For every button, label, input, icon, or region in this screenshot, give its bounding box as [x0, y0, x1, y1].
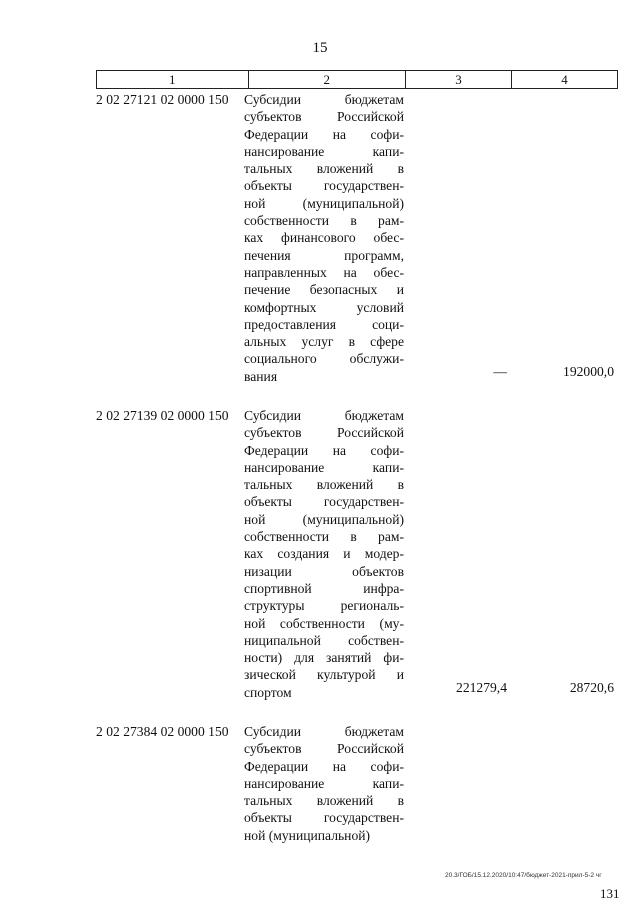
- description-line: Субсидии бюджетам: [244, 408, 404, 423]
- description-line: нансирование капи-: [244, 775, 404, 791]
- row-code: 2 02 27139 02 0000 150: [96, 408, 229, 423]
- description-line: вания: [244, 368, 278, 384]
- description-line: ности) для занятий фи-: [244, 650, 404, 666]
- description-line: тальных вложений в: [244, 161, 404, 177]
- description-line: спортом: [244, 684, 292, 700]
- row-value-col4: 192000,0: [563, 363, 614, 379]
- row-code: 2 02 27384 02 0000 150: [96, 724, 229, 739]
- description-line: ной (муниципальной): [244, 195, 404, 211]
- row-value-col4: 28720,6: [569, 679, 614, 695]
- description-line: зической культурой и: [244, 667, 404, 683]
- description-line: объекты государствен-: [244, 178, 404, 194]
- description-line: объекты государствен-: [244, 810, 404, 826]
- description-line: ной собственности (му-: [244, 615, 404, 631]
- header-col-1: 1: [97, 71, 249, 88]
- description-line: Федерации на софи-: [244, 758, 404, 774]
- row-value-col3: 221279,4: [456, 679, 507, 695]
- description-line: Субсидии бюджетам: [244, 724, 404, 739]
- description-line: низации объектов: [244, 563, 404, 579]
- description-line: собственности в рам-: [244, 213, 404, 229]
- description-line: ках создания и модер-: [244, 546, 404, 562]
- description-line: Федерации на софи-: [244, 126, 404, 142]
- row-value-col3: —: [493, 363, 507, 379]
- description-line: субъектов Российской: [244, 425, 404, 441]
- description-line: ной (муниципальной): [244, 511, 404, 527]
- description-line: ной (муниципальной): [244, 827, 371, 843]
- table-row: [96, 91, 618, 385]
- description-line: Субсидии бюджетам: [244, 92, 404, 107]
- table-row: [96, 407, 618, 701]
- description-line: собственности в рам-: [244, 529, 404, 545]
- budget-table: [96, 70, 618, 843]
- row-description: [244, 407, 404, 701]
- header-col-2: 2: [249, 71, 406, 88]
- description-line: тальных вложений в: [244, 477, 404, 493]
- page-number: 15: [312, 40, 328, 56]
- header-col-4: 4: [561, 71, 568, 87]
- row-description: [244, 91, 404, 385]
- description-line: предоставления соци-: [244, 316, 404, 332]
- description-line: комфортных условий: [244, 299, 404, 315]
- table-header: [96, 70, 618, 89]
- header-col-3: 3: [406, 71, 512, 88]
- description-line: ках финансового обес-: [244, 230, 404, 246]
- description-line: нансирование капи-: [244, 459, 404, 475]
- description-line: Федерации на софи-: [244, 442, 404, 458]
- footer-sheet-number: 131: [600, 886, 620, 901]
- description-line: субъектов Российской: [244, 109, 404, 125]
- description-line: направленных на обес-: [244, 264, 404, 280]
- description-line: ниципальной собствен-: [244, 632, 404, 648]
- description-line: социального обслужи-: [244, 351, 404, 367]
- description-line: печение безопасных и: [244, 282, 404, 298]
- row-description: [244, 723, 404, 844]
- description-line: спортивной инфра-: [244, 580, 404, 596]
- description-line: объекты государствен-: [244, 494, 404, 510]
- description-line: субъектов Российской: [244, 741, 404, 757]
- row-code: 2 02 27121 02 0000 150: [96, 92, 229, 107]
- description-line: тальных вложений в: [244, 793, 404, 809]
- description-line: печения программ,: [244, 247, 404, 263]
- table-row: [96, 723, 618, 844]
- footer-file-code: 20.3/ГОБ/15.12.2020/10:47/бюджет-2021-прил-5-2 чг: [445, 872, 602, 879]
- description-line: структуры региональ-: [244, 598, 404, 614]
- description-line: альных услуг в сфере: [244, 334, 404, 350]
- description-line: нансирование капи-: [244, 143, 404, 159]
